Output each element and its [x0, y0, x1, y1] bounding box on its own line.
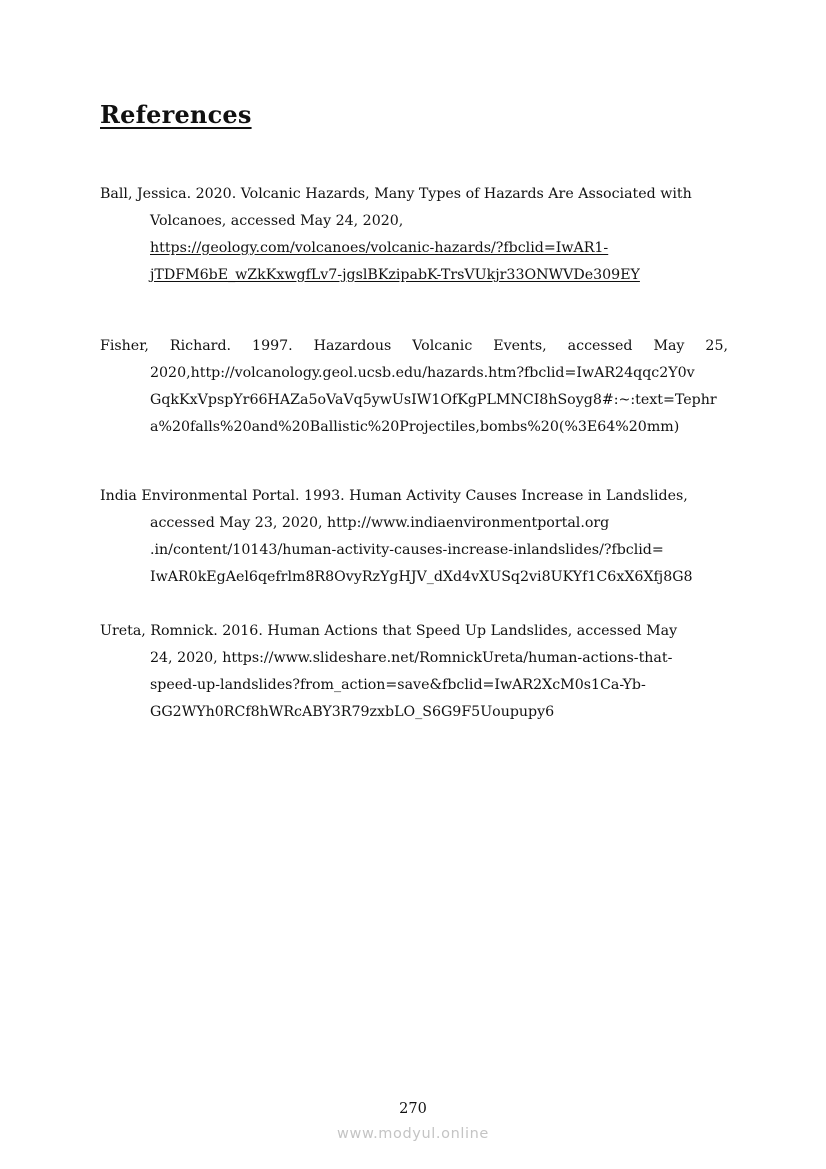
- reference-line: accessed May 23, 2020, http://www.indiaenvironmentportal.org: [150, 515, 610, 531]
- reference-entry: [100, 181, 728, 289]
- reference-line: Fisher, Richard. 1997. Hazardous Volcanic Events, accessed May 25,: [100, 338, 728, 354]
- reference-entry: [100, 483, 728, 591]
- reference-line: India Environmental Portal. 1993. Human Activity Causes Increase in Landslides,: [100, 488, 688, 504]
- reference-link[interactable]: https://geology.com/volcanoes/volcanic-hazards/?fbclid=IwAR1-: [150, 240, 609, 256]
- reference-line: GqkKxVpspYr66HAZa5oVaVq5ywUsIW1OfKgPLMNCI8hSoyg8#:~:text=Tephr: [150, 392, 717, 408]
- reference-line: 2020,http://volcanology.geol.ucsb.edu/hazards.htm?fbclid=IwAR24qqc2Y0v: [150, 365, 695, 381]
- reference-line: .in/content/10143/human-activity-causes-increase-inlandslides/?fbclid=: [150, 542, 664, 558]
- reference-line: GG2WYh0RCf8hWRcABY3R79zxbLO_S6G9F5Uoupupy6: [150, 704, 555, 720]
- page-title: References: [100, 100, 252, 129]
- reference-link[interactable]: jTDFM6bE_wZkKxwgfLv7-jgslBKzipabK-TrsVUkjr33ONWVDe309EY: [150, 267, 640, 283]
- reference-line: speed-up-landslides?from_action=save&fbclid=IwAR2XcM0s1Ca-Yb-: [150, 677, 646, 693]
- reference-line: Ball, Jessica. 2020. Volcanic Hazards, Many Types of Hazards Are Associated with: [100, 186, 692, 202]
- page-number: 270: [399, 1101, 427, 1117]
- reference-entry: [100, 618, 728, 726]
- watermark: www.modyul.online: [337, 1126, 489, 1142]
- reference-line: 24, 2020, https://www.slideshare.net/RomnickUreta/human-actions-that-: [150, 650, 673, 666]
- reference-line: a%20falls%20and%20Ballistic%20Projectiles,bombs%20(%3E64%20mm): [150, 419, 680, 435]
- reference-entry: [100, 333, 728, 441]
- reference-line: Ureta, Romnick. 2016. Human Actions that Speed Up Landslides, accessed May: [100, 623, 678, 639]
- reference-line: IwAR0kEgAel6qefrlm8R8OvyRzYgHJV_dXd4vXUSq2vi8UKYf1C6xX6Xfj8G8: [150, 569, 693, 585]
- reference-line: Volcanoes, accessed May 24, 2020,: [150, 213, 404, 229]
